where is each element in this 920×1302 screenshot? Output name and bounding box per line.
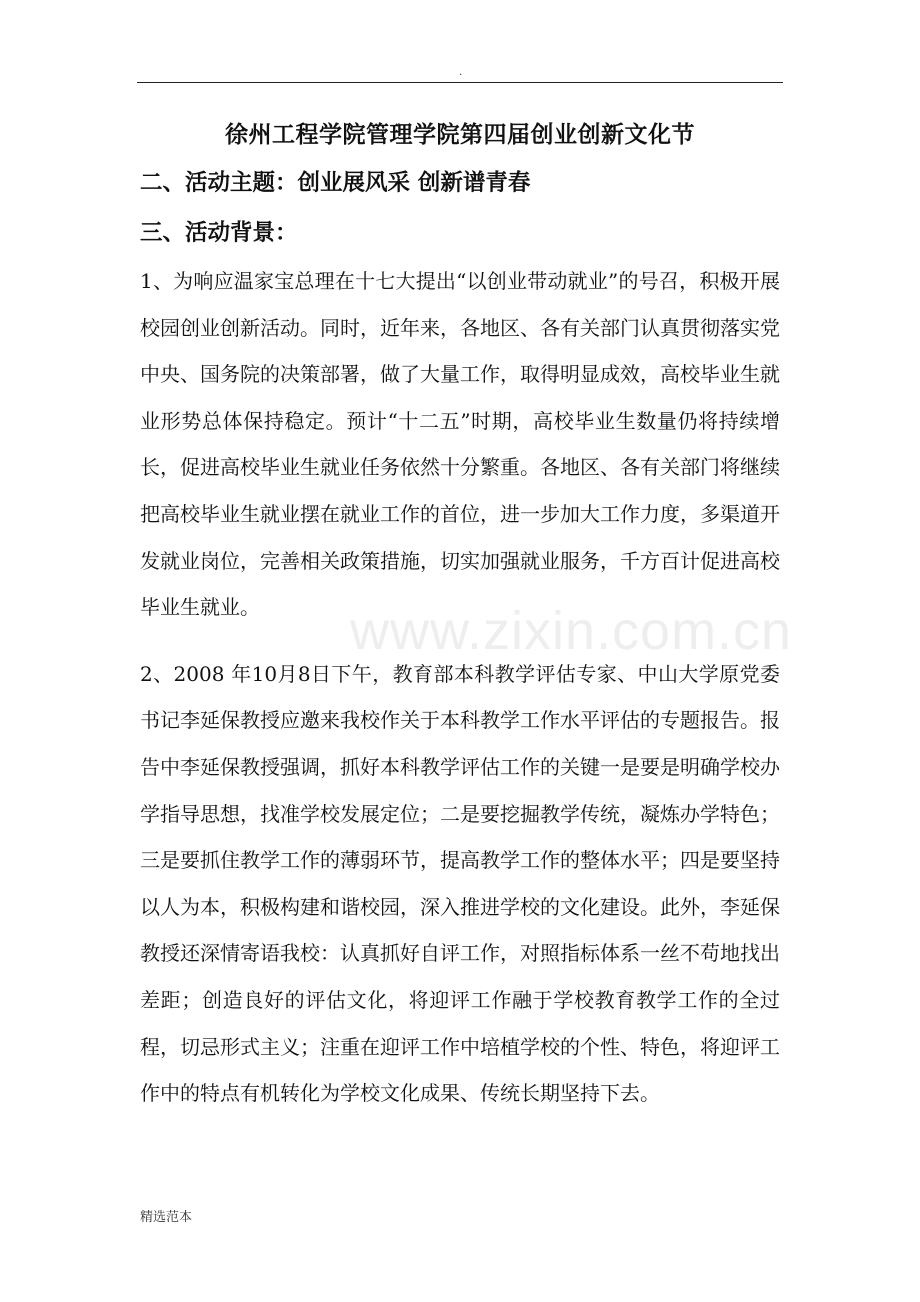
document-title: 徐州工程学院管理学院第四届创业创新文化节: [225, 121, 695, 148]
heading-background: 三、活动背景：: [140, 220, 298, 246]
paragraph-2: 2、2008 年10月8日下午，教育部本科教学评估专家、中山大学原党委书记李延保教授应邀来我校作关于本科教学工作水平评估的专题报告。报告中李延保教授强调，抓好本科教学评估工作的关键一是要是明确学校办学指导思想，找准学校发展定位；二是要挖掘教学传统，凝炼办学特色；三是要抓住教学工作的薄弱环节，提高教学工作的整体水平；四是要坚持以人为本，积极构建和谐校园，深入推进学校的文化建设。此外，李延保教授还深情寄语我校：认真抓好自评工作，对照指标体系一丝不苟地找出差距；创造良好的评估文化，将迎评工作融于学校教育教学工作的全过程，切忌形式主义；注重在迎评工作中培植学校的个性、特色，将迎评工作中的特点有机转化为学校文化成果、传统长期坚持下去。: [140, 661, 780, 1106]
paragraph-1: 1、为响应温家宝总理在十七大提出“以创业带动就业”的号召，积极开展校园创业创新活动。同时，近年来，各地区、各有关部门认真贯彻落实党中央、国务院的决策部署，做了大量工作，取得明显成效，高校毕业生就业形势总体保持稳定。预计“十二五”时期，高校毕业生数量仍将持续增长，促进高校毕业生就业任务依然十分繁重。各地区、各有关部门将继续把高校毕业生就业摆在就业工作的首位，进一步加大工作力度，多渠道开发就业岗位，完善相关政策措施，切实加强就业服务，千方百计促进高校毕业生就业。: [140, 269, 780, 620]
header-dot: .: [459, 67, 463, 78]
header-rule: [137, 82, 783, 83]
heading-theme: 二、活动主题：创业展风采 创新谱青春: [140, 170, 531, 196]
watermark: www.zixin.com.cn: [350, 601, 793, 661]
footer-label: 精选范本: [140, 1210, 193, 1225]
